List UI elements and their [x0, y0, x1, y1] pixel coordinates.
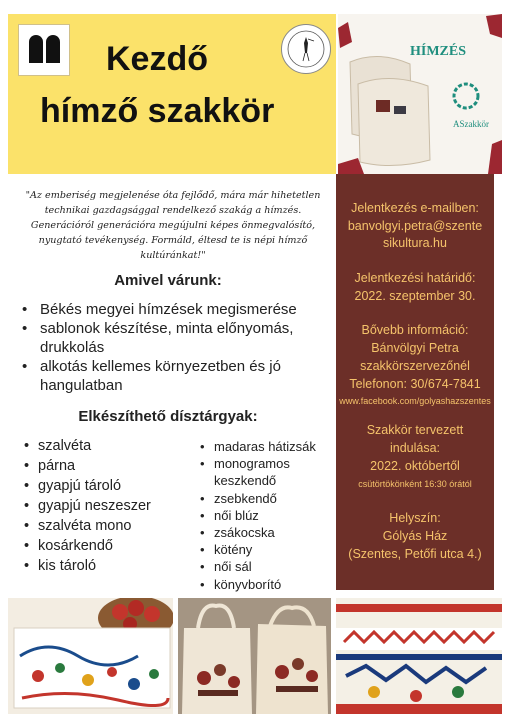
library-logo-icon: [26, 35, 62, 63]
bags-illustration: [178, 598, 331, 714]
tablecloth-illustration: [8, 598, 173, 714]
info-panel: [336, 174, 494, 590]
stork-icon: [286, 29, 326, 69]
list-item: • alkotás kellemes környezetben és jó hangulatban: [22, 357, 322, 395]
info-facebook: www.facebook.com/golyashazszentes: [339, 396, 491, 406]
info-start-date: 2022. októbertől: [370, 459, 460, 473]
list-item: • könyvborító: [200, 576, 316, 593]
info-start-label-1: Szakkör tervezett: [366, 423, 464, 437]
stork-house-logo: [281, 24, 331, 74]
pillows-photo: [338, 14, 502, 174]
pillows-illustration: [338, 14, 502, 174]
list-item: • zsebkendő: [200, 490, 316, 507]
info-location-address: (Szentes, Petőfi utca 4.): [348, 547, 482, 561]
library-logo: [18, 24, 70, 76]
info-contact-role: szakkörszervezőnél: [360, 359, 470, 373]
list-item: • szalvéta mono: [24, 516, 151, 536]
info-location-label: Helyszín:: [389, 511, 441, 525]
info-location-name: Gólyás Ház: [382, 529, 448, 543]
list-item: • gyapjú neszeszer: [24, 496, 151, 516]
elkeszitheto-heading: Elkészíthető dísztárgyak:: [78, 408, 258, 425]
list-item: • kis tároló: [24, 556, 151, 576]
info-phone: Telefonon: 30/674-7841: [349, 377, 481, 391]
list-item: • sablonok készítése, minta előnyomás, drukkolás: [22, 319, 322, 357]
embroidered-bags-photo: [178, 598, 331, 714]
info-contact-name: Bánvölgyi Petra: [371, 341, 459, 355]
list-item: • kötény: [200, 541, 316, 558]
list-item: • monogramos: [200, 455, 316, 472]
list-item: • zsákocska: [200, 524, 316, 541]
items-column-2: [200, 438, 316, 593]
list-item: • gyapjú tároló: [24, 476, 151, 496]
himzes-caption: HÍMZÉS: [410, 44, 467, 59]
list-item: • női sál: [200, 558, 316, 575]
quote-text: "Az emberiség megjelenése óta fejlődő, mára már hihetetlen technikai gazdagsággal rendelkező szakág a hímzés. Generációról generációra megújulni képes önmegvalósító, nyugtató tevékenység. Formáld, éltesd te is népi hímző kultúránkat!": [25, 190, 321, 261]
info-deadline: 2022. szeptember 30.: [354, 289, 476, 303]
info-email-label: Jelentkezés e-mailben:: [351, 201, 479, 215]
info-email-1: banvolgyi.petra@szente: [347, 219, 483, 233]
list-item: • női blúz: [200, 507, 316, 524]
list-item: • Békés megyei hímzések megismerése: [22, 300, 322, 319]
info-email-2: sikultura.hu: [383, 236, 447, 250]
amivel-heading: Amivel várunk:: [114, 272, 222, 289]
list-item: • kosárkendő: [24, 536, 151, 556]
list-item: • szalvéta: [24, 436, 151, 456]
list-item: • madaras hátizsák: [200, 438, 316, 455]
info-start-time: csütörtökönként 16:30 órától: [358, 479, 472, 489]
title-line-2: hímző szakkör: [40, 92, 275, 130]
items-column-1: [24, 436, 151, 576]
title-line-1: Kezdő: [106, 40, 208, 78]
info-more-label: Bővebb információ:: [361, 323, 469, 337]
aszakkor-brand: ASzakkör: [453, 119, 489, 129]
info-deadline-label: Jelentkezési határidő:: [354, 271, 476, 285]
embroidered-runner-photo: [336, 598, 502, 714]
amivel-list: [22, 300, 322, 395]
list-item: • párna: [24, 456, 151, 476]
info-start-label-2: indulása:: [389, 441, 441, 455]
runner-illustration: [336, 598, 502, 714]
embroidered-tablecloth-photo: [8, 598, 173, 714]
list-item-continuation: keszkendő: [214, 473, 277, 489]
